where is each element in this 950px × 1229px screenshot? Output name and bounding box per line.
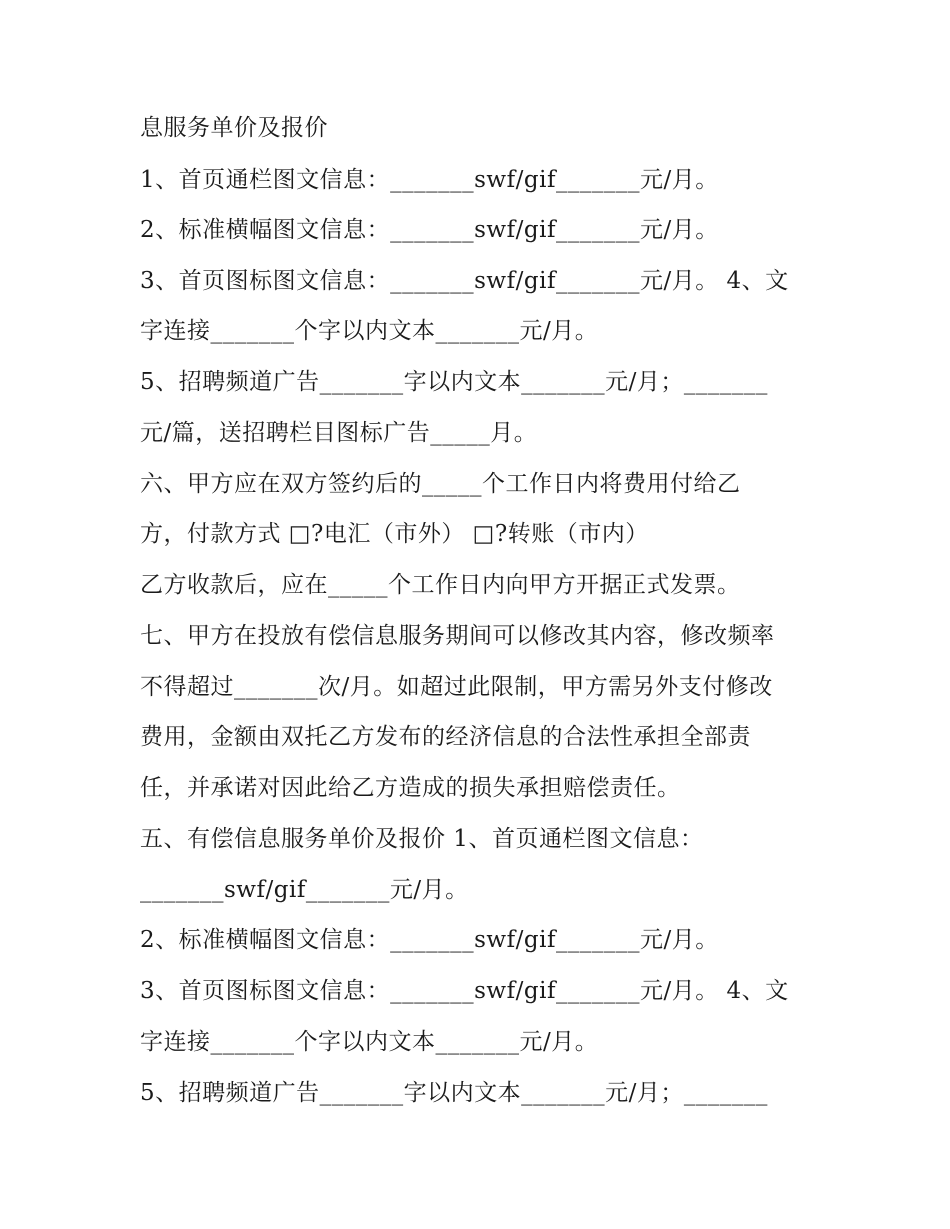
text-line: 元/篇，送招聘栏目图标广告_____月。 [140,420,538,446]
text-line: 2、标准横幅图文信息：_______swf/gif_______元/月。 [140,217,719,243]
text-line: 七、甲方在投放有偿信息服务期间可以修改其内容，修改频率 [140,623,775,649]
text-line: 息服务单价及报价 [140,115,328,141]
text-line: 不得超过_______次/月。如超过此限制，甲方需另外支付修改 [140,674,773,700]
text-line: 费用，金额由双托乙方发布的经济信息的合法性承担全部责 [140,724,751,750]
text-line: 字连接_______个字以内文本_______元/月。 [140,318,599,344]
text-line: 字连接_______个字以内文本_______元/月。 [140,1029,599,1055]
text-line: 3、首页图标图文信息：_______swf/gif_______元/月。 4、文 [140,268,789,294]
text-line: 六、甲方应在双方签约后的_____个工作日内将费用付给乙 [140,471,741,497]
text-line: 5、招聘频道广告_______字以内文本_______元/月；_______ [140,1080,768,1106]
text-line: 乙方收款后，应在_____个工作日内向甲方开据正式发票。 [140,572,741,598]
text-line: 方，付款方式 □?电汇（市外） □?转账（市内） [140,521,649,547]
text-line: 任，并承诺对因此给乙方造成的损失承担赔偿责任。 [140,775,681,801]
text-line: 1、首页通栏图文信息：_______swf/gif_______元/月。 [140,167,719,193]
text-line: 2、标准横幅图文信息：_______swf/gif_______元/月。 [140,927,719,953]
text-line: 五、有偿信息服务单价及报价 1、首页通栏图文信息： [140,826,704,852]
text-line: 3、首页图标图文信息：_______swf/gif_______元/月。 4、文 [140,978,789,1004]
text-line: 5、招聘频道广告_______字以内文本_______元/月；_______ [140,369,768,395]
text-line: _______swf/gif_______元/月。 [140,877,469,903]
